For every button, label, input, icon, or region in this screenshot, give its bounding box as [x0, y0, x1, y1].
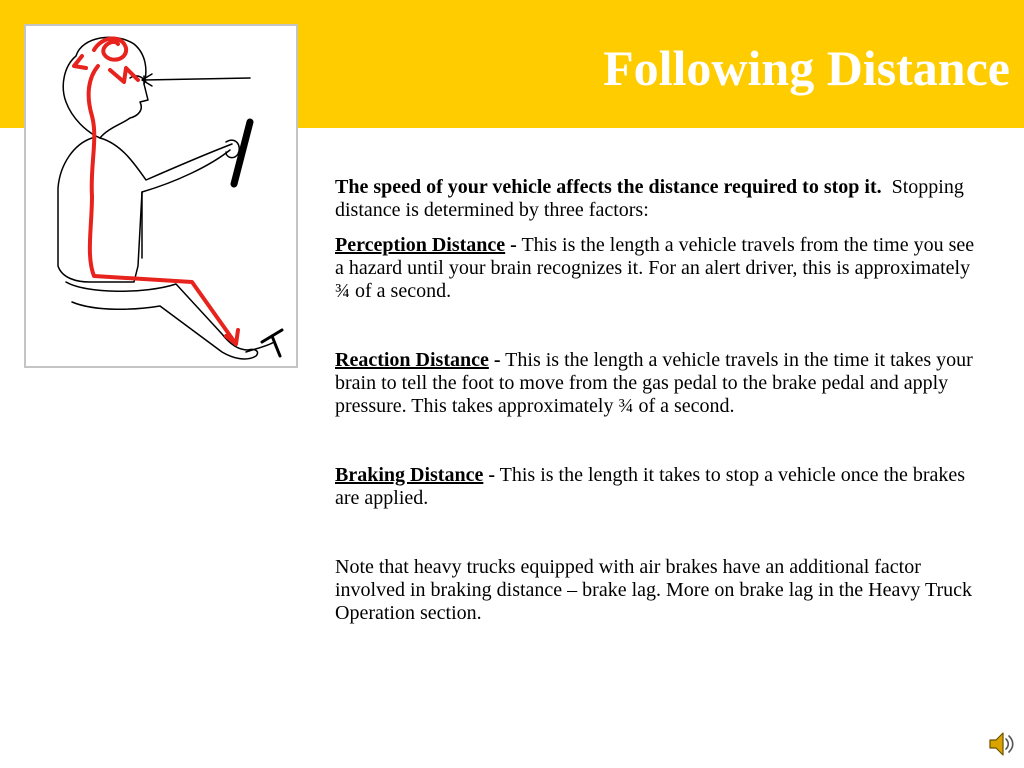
speaker-icon[interactable]	[986, 728, 1018, 760]
driver-leg	[66, 282, 258, 359]
intro-text: Stopping distance is determined by three factors:	[335, 176, 964, 221]
eye-to-brain-signal	[110, 68, 138, 82]
driver-reaction-illustration	[24, 24, 298, 368]
reaction-text: This is the length a vehicle travels in the time it takes your brain to tell the foot to move from the gas pedal to the brake pedal and apply pressure. This takes approximately ¾ of a second.	[335, 349, 973, 417]
slide-body	[335, 176, 985, 625]
reaction-dash: -	[493, 349, 501, 371]
reaction-term: Reaction Distance	[335, 349, 489, 371]
note-paragraph: Note that heavy trucks equipped with air brakes have an additional factor involved in braking distance – brake lag. More on brake lag in the Heavy Truck Operation section.	[335, 556, 973, 624]
intro-paragraph	[335, 176, 985, 222]
perception-dash: -	[510, 234, 517, 256]
nerve-signal-path	[89, 66, 236, 344]
driver-figure-drawing	[26, 26, 296, 366]
steering-wheel	[234, 122, 250, 184]
intro-bold-text: The speed of your vehicle affects the distance required to stop it.	[335, 176, 882, 198]
driver-torso	[58, 138, 230, 282]
perception-text: This is the length a vehicle travels from the time you see a hazard until your brain recognizes it. For an alert driver, this is approximately ¾ of a second.	[335, 234, 975, 302]
braking-text: This is the length it takes to stop a vehicle once the brakes are applied.	[335, 464, 966, 509]
driver-head	[63, 37, 148, 138]
perception-term: Perception Distance	[335, 234, 506, 256]
brain-swirl	[94, 38, 126, 59]
perception-paragraph	[335, 234, 985, 303]
slide-title: Following Distance	[603, 40, 1010, 96]
braking-term: Braking Distance	[335, 464, 484, 486]
braking-dash: -	[488, 464, 496, 486]
vision-arrow	[144, 78, 250, 80]
braking-paragraph	[335, 464, 985, 510]
reaction-paragraph	[335, 349, 985, 418]
